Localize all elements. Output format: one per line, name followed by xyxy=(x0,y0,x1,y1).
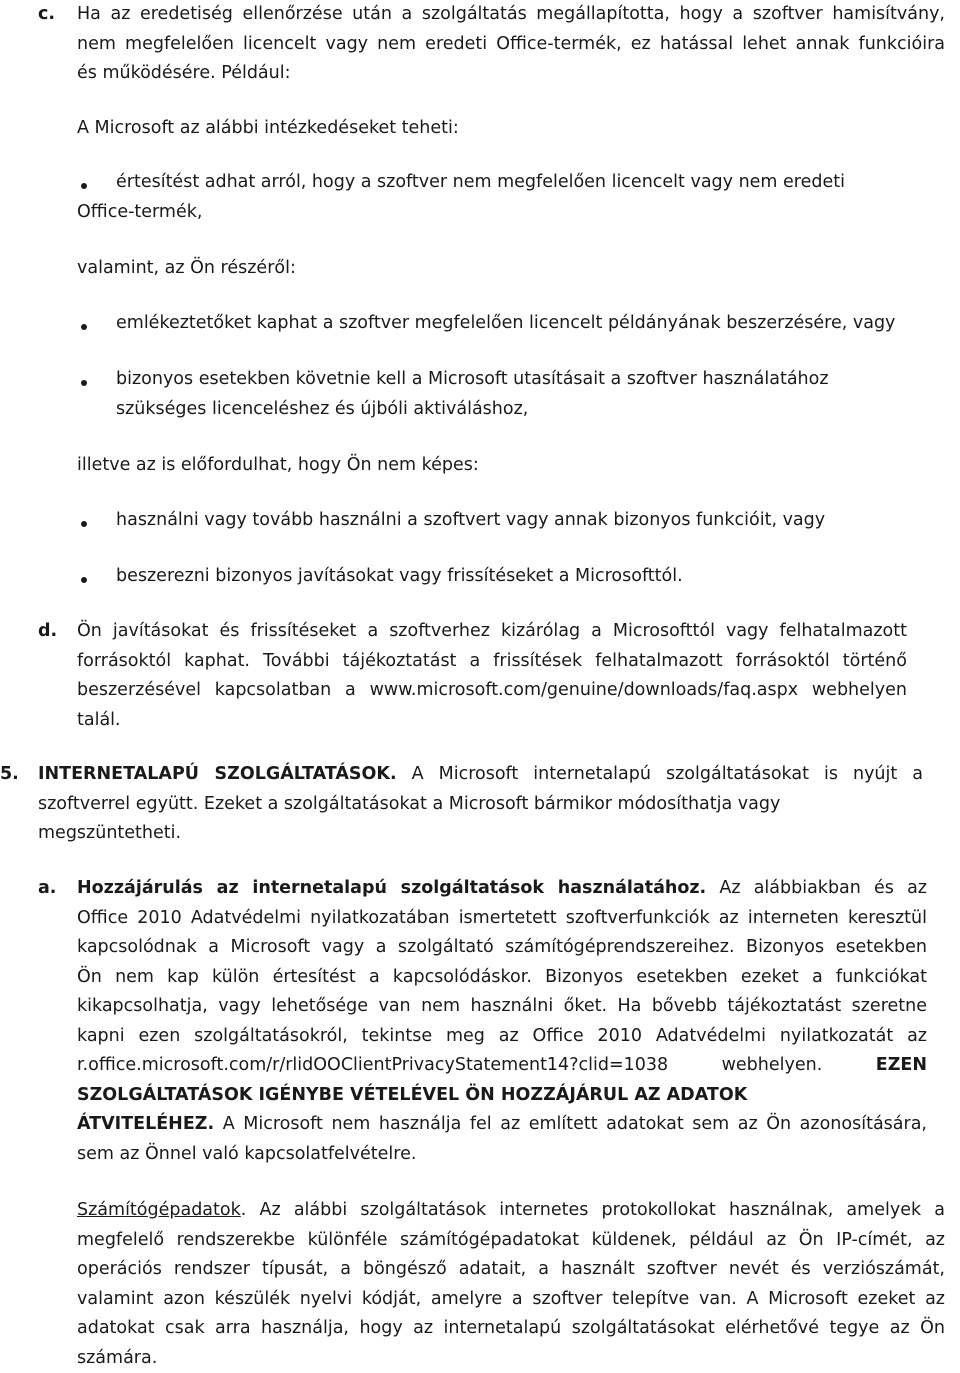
section-5-line-1 xyxy=(38,760,923,790)
computer-data-line-5: adatokat csak arra használja, hogy az internetalapú szolgáltatásokat elérhetővé tegye az Ön xyxy=(77,1314,945,1344)
section-a-line-7-bold: EZEN xyxy=(876,1055,927,1075)
section-c-line-1: Ha az eredetiség ellenőrzése után a szolgáltatás megállapította, hogy a szoftver hamisítvány, xyxy=(77,0,945,30)
computer-data-line-1 xyxy=(77,1196,945,1226)
section-a-line-1 xyxy=(77,874,927,904)
computer-data-line-3: operációs rendszer típusát, a böngésző adatait, a használt szoftver nevét és verziószámát, xyxy=(77,1255,945,1285)
section-c-line-3: és működésére. Például: xyxy=(77,59,945,89)
section-c-line-2: nem megfelelően licencelt vagy nem eredeti Office-termék, ez hatással lehet annak funkcióira xyxy=(77,30,945,60)
section-a-line-6: kapni ezen szolgáltatásokról, tekintse meg az Office 2010 Adatvédelmi nyilatkozatát az xyxy=(77,1022,927,1052)
bullet-1-cont xyxy=(77,198,945,228)
bullet-3-line-2: szükséges licenceléshez és újbóli aktiváláshoz, xyxy=(116,395,946,425)
section-5-paragraph xyxy=(38,760,923,849)
section-a-title: Hozzájárulás az internetalapú szolgáltatások használatához. xyxy=(77,878,706,898)
illetve-line: illetve az is előfordulhat, hogy Ön nem képes: xyxy=(77,451,945,481)
section-a-line-7 xyxy=(77,1051,927,1081)
section-a-line-10: sem az Önnel való kapcsolatfelvételre. xyxy=(77,1140,927,1170)
section-5-line-3: megszüntetheti. xyxy=(38,819,923,849)
bullet-5 xyxy=(116,562,946,592)
section-a-paragraph xyxy=(77,874,927,1169)
section-a-line-8: SZOLGÁLTATÁSOK IGÉNYBE VÉTELÉVEL ÖN HOZZÁJÁRUL AZ ADATOK xyxy=(77,1081,927,1111)
section-a-line-9-bold: ÁTVITELÉHEZ. xyxy=(77,1114,214,1134)
valamint-text xyxy=(77,254,945,284)
bullet-icon xyxy=(81,380,87,386)
bullet-icon xyxy=(81,183,87,189)
section-d-label: d. xyxy=(38,617,57,647)
section-a-line-9 xyxy=(77,1110,927,1140)
section-a-line-7-plain: r.office.microsoft.com/r/rlidOOClientPrivacyStatement14?clid=1038 webhelyen. xyxy=(77,1055,876,1075)
section-a-line-5: kikapcsolhatja, vagy lehetősége van nem használni őket. Ha bővebb tájékoztatást szeretne xyxy=(77,992,927,1022)
bullet-1-line-2: Office-termék, xyxy=(77,198,945,228)
section-a-line-4: Ön nem kap külön értesítést a kapcsolódáskor. Bizonyos esetekben ezeket a funkciókat xyxy=(77,963,927,993)
bullet-5-line: beszerezni bizonyos javításokat vagy frissítéseket a Microsofttól. xyxy=(116,562,946,592)
bullet-icon xyxy=(81,521,87,527)
section-d-line-1: Ön javításokat és frissítéseket a szoftverhez kizárólag a Microsofttól vagy felhatalmazott xyxy=(77,617,907,647)
intro-text xyxy=(77,114,945,144)
section-a-line-1-rest: Az alábbiakban és az xyxy=(706,878,927,898)
section-5-line-2: szoftverrel együtt. Ezeket a szolgáltatásokat a Microsoft bármikor módosíthatja vagy xyxy=(38,790,923,820)
bullet-icon xyxy=(81,577,87,583)
intro-line: A Microsoft az alábbi intézkedéseket teheti: xyxy=(77,114,945,144)
computer-data-paragraph xyxy=(77,1196,945,1373)
section-5-title: INTERNETALAPÚ SZOLGÁLTATÁSOK. xyxy=(38,764,397,784)
valamint-line: valamint, az Ön részéről: xyxy=(77,254,945,284)
bullet-4 xyxy=(116,506,946,536)
bullet-2 xyxy=(116,309,946,339)
section-d-line-3: beszerzésével kapcsolatban a www.microsoft.com/genuine/downloads/faq.aspx webhelyen xyxy=(77,676,907,706)
bullet-3-line-1: bizonyos esetekben követnie kell a Microsoft utasításait a szoftver használatához xyxy=(116,365,946,395)
section-d-line-2: forrásoktól kaphat. További tájékoztatást a frissítések felhatalmazott forrásoktól történő xyxy=(77,647,907,677)
bullet-3 xyxy=(116,365,946,424)
computer-data-line-2: megfelelő rendszerekbe különféle számítógépadatokat küldenek, például az Ön IP-címét, az xyxy=(77,1226,945,1256)
computer-data-heading: Számítógépadatok xyxy=(77,1200,241,1220)
section-5-line-1-rest: A Microsoft internetalapú szolgáltatásokat is nyújt a xyxy=(397,764,923,784)
bullet-2-line: emlékeztetőket kaphat a szoftver megfelelően licencelt példányának beszerzésére, vagy xyxy=(116,309,946,339)
illetve-text xyxy=(77,451,945,481)
bullet-4-line: használni vagy tovább használni a szoftvert vagy annak bizonyos funkcióit, vagy xyxy=(116,506,946,536)
bullet-icon xyxy=(81,324,87,330)
computer-data-line-4: valamint azon készülék nyelvi kódját, amelyre a szoftver telepítve van. A Microsoft ezeket az xyxy=(77,1285,945,1315)
section-5-label: 5. xyxy=(0,760,19,790)
section-a-line-2: Office 2010 Adatvédelmi nyilatkozatában ismertetett szoftverfunkciók az interneten keresztül xyxy=(77,904,927,934)
bullet-1 xyxy=(116,168,906,198)
computer-data-line-6: számára. xyxy=(77,1344,945,1373)
section-a-line-3: kapcsolódnak a Microsoft vagy a szolgáltató számítógéprendszereihez. Bizonyos esetekben xyxy=(77,933,927,963)
section-d-line-4: talál. xyxy=(77,706,907,736)
section-c-paragraph xyxy=(77,0,945,89)
section-a-label: a. xyxy=(38,874,56,904)
section-c-label: c. xyxy=(38,0,55,30)
section-a-line-9-rest: A Microsoft nem használja fel az említett adatokat sem az Ön azonosítására, xyxy=(214,1114,927,1134)
section-d-paragraph xyxy=(77,617,907,735)
bullet-1-line-1: értesítést adhat arról, hogy a szoftver nem megfelelően licencelt vagy nem eredeti xyxy=(116,168,906,198)
computer-data-line-1-rest: . Az alábbi szolgáltatások internetes protokollokat használnak, amelyek a xyxy=(241,1200,945,1220)
